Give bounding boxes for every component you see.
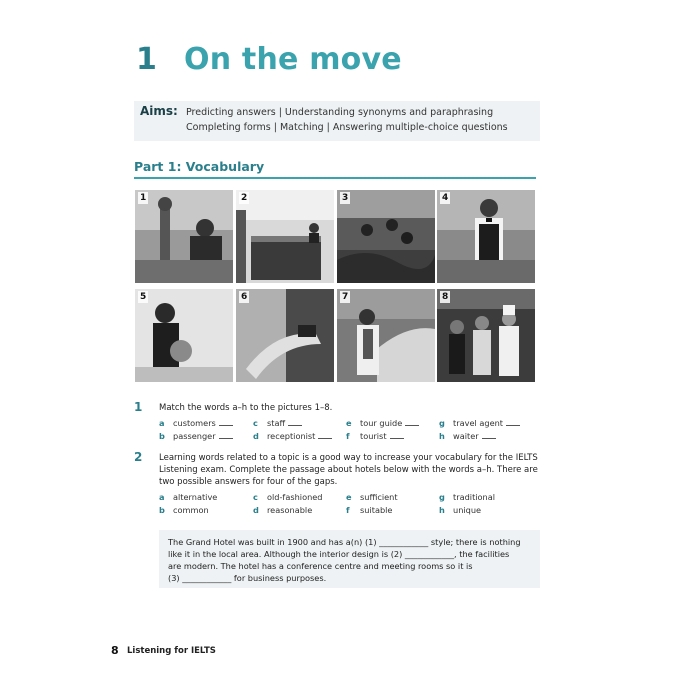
option-word: receptionist — [267, 431, 316, 441]
q2-option — [439, 505, 481, 515]
photo-number: 6 — [241, 292, 248, 302]
q1-option — [346, 431, 404, 441]
photo-4 — [437, 190, 535, 283]
q2-option — [346, 505, 392, 515]
question-1-number: 1 — [134, 400, 143, 414]
q1-option — [159, 418, 233, 428]
option-letter: f — [346, 431, 350, 441]
option-letter: b — [159, 431, 165, 441]
unit-number: 1 — [136, 42, 157, 77]
q1-option — [439, 418, 520, 428]
option-letter: c — [253, 418, 258, 428]
photo-7 — [337, 289, 435, 382]
question-2-line-1: Learning words related to a topic is a good way to increase your vocabulary for the IELTS — [159, 453, 538, 463]
answer-blank[interactable] — [219, 419, 233, 426]
photo-number: 3 — [342, 193, 349, 203]
option-letter: c — [253, 492, 258, 502]
page-number: 8 — [111, 644, 119, 657]
option-word: reasonable — [267, 505, 313, 515]
option-word: unique — [453, 505, 482, 515]
passage-line-1: The Grand Hotel was built in 1900 and has a(n) (1) ____________ style; there is nothing — [168, 537, 521, 547]
option-word: passenger — [173, 431, 216, 441]
q2-option — [253, 505, 312, 515]
photo-number: 4 — [442, 193, 449, 203]
photo-8 — [437, 289, 535, 382]
answer-blank[interactable] — [482, 432, 496, 439]
option-letter: a — [159, 418, 165, 428]
aims-label: Aims: — [140, 104, 178, 118]
option-letter: b — [159, 505, 165, 515]
photo-1 — [135, 190, 233, 283]
option-letter: e — [346, 492, 352, 502]
option-letter: a — [159, 492, 165, 502]
option-letter: d — [253, 505, 259, 515]
option-letter: g — [439, 492, 445, 502]
option-word: travel agent — [453, 418, 504, 428]
photo-6 — [236, 289, 334, 382]
aims-line-1: Predicting answers | Understanding synonyms and paraphrasing — [186, 107, 494, 118]
option-letter: g — [439, 418, 445, 428]
question-2-line-2: Listening exam. Complete the passage about hotels below with the words a–h. There are — [159, 465, 538, 475]
option-word: common — [173, 505, 209, 515]
answer-blank[interactable] — [506, 419, 520, 426]
passage-line-2: like it in the local area. Although the interior design is (2) ____________, the facilities — [168, 549, 510, 559]
photo-number: 2 — [241, 193, 248, 203]
photo-2 — [236, 190, 334, 283]
option-letter: f — [346, 505, 350, 515]
photo-number: 7 — [342, 292, 349, 302]
part-title: Part 1: Vocabulary — [134, 159, 265, 174]
option-word: old-fashioned — [267, 492, 323, 502]
answer-blank[interactable] — [288, 419, 302, 426]
option-word: staff — [267, 418, 286, 428]
answer-blank[interactable] — [318, 432, 332, 439]
q1-option — [253, 418, 302, 428]
option-word: tour guide — [360, 418, 403, 428]
option-letter: d — [253, 431, 259, 441]
answer-blank[interactable] — [219, 432, 233, 439]
option-word: tourist — [360, 431, 387, 441]
question-2-line-3: two possible answers for four of the gaps. — [159, 477, 338, 487]
q2-option — [253, 492, 323, 502]
option-word: suitable — [360, 505, 393, 515]
unit-title: On the move — [184, 42, 402, 77]
option-word: traditional — [453, 492, 496, 502]
option-word: waiter — [453, 431, 479, 441]
option-word: sufficient — [360, 492, 398, 502]
passage-line-4: (3) ____________ for business purposes. — [168, 573, 327, 583]
photo-5 — [135, 289, 233, 382]
passage-line-3: are modern. The hotel has a conference centre and meeting rooms so it is — [168, 561, 473, 571]
q2-option — [439, 492, 495, 502]
answer-blank[interactable] — [390, 432, 404, 439]
photo-number: 8 — [442, 292, 449, 302]
option-letter: h — [439, 505, 445, 515]
answer-blank[interactable] — [405, 419, 419, 426]
photo-number: 5 — [140, 292, 147, 302]
photo-3 — [337, 190, 435, 283]
question-2-number: 2 — [134, 450, 143, 464]
q1-option — [159, 431, 233, 441]
q2-option — [159, 492, 217, 502]
q2-option — [346, 492, 398, 502]
part-divider — [134, 177, 536, 179]
q1-option — [253, 431, 332, 441]
option-word: alternative — [173, 492, 218, 502]
photo-number: 1 — [140, 193, 147, 203]
q1-option — [346, 418, 419, 428]
question-1-text: Match the words a–h to the pictures 1–8. — [159, 403, 333, 413]
q2-option — [159, 505, 209, 515]
option-letter: e — [346, 418, 352, 428]
aims-line-2: Completing forms | Matching | Answering multiple-choice questions — [186, 122, 508, 133]
option-word: customers — [173, 418, 216, 428]
book-title: Listening for IELTS — [127, 646, 216, 656]
option-letter: h — [439, 431, 445, 441]
q1-option — [439, 431, 496, 441]
